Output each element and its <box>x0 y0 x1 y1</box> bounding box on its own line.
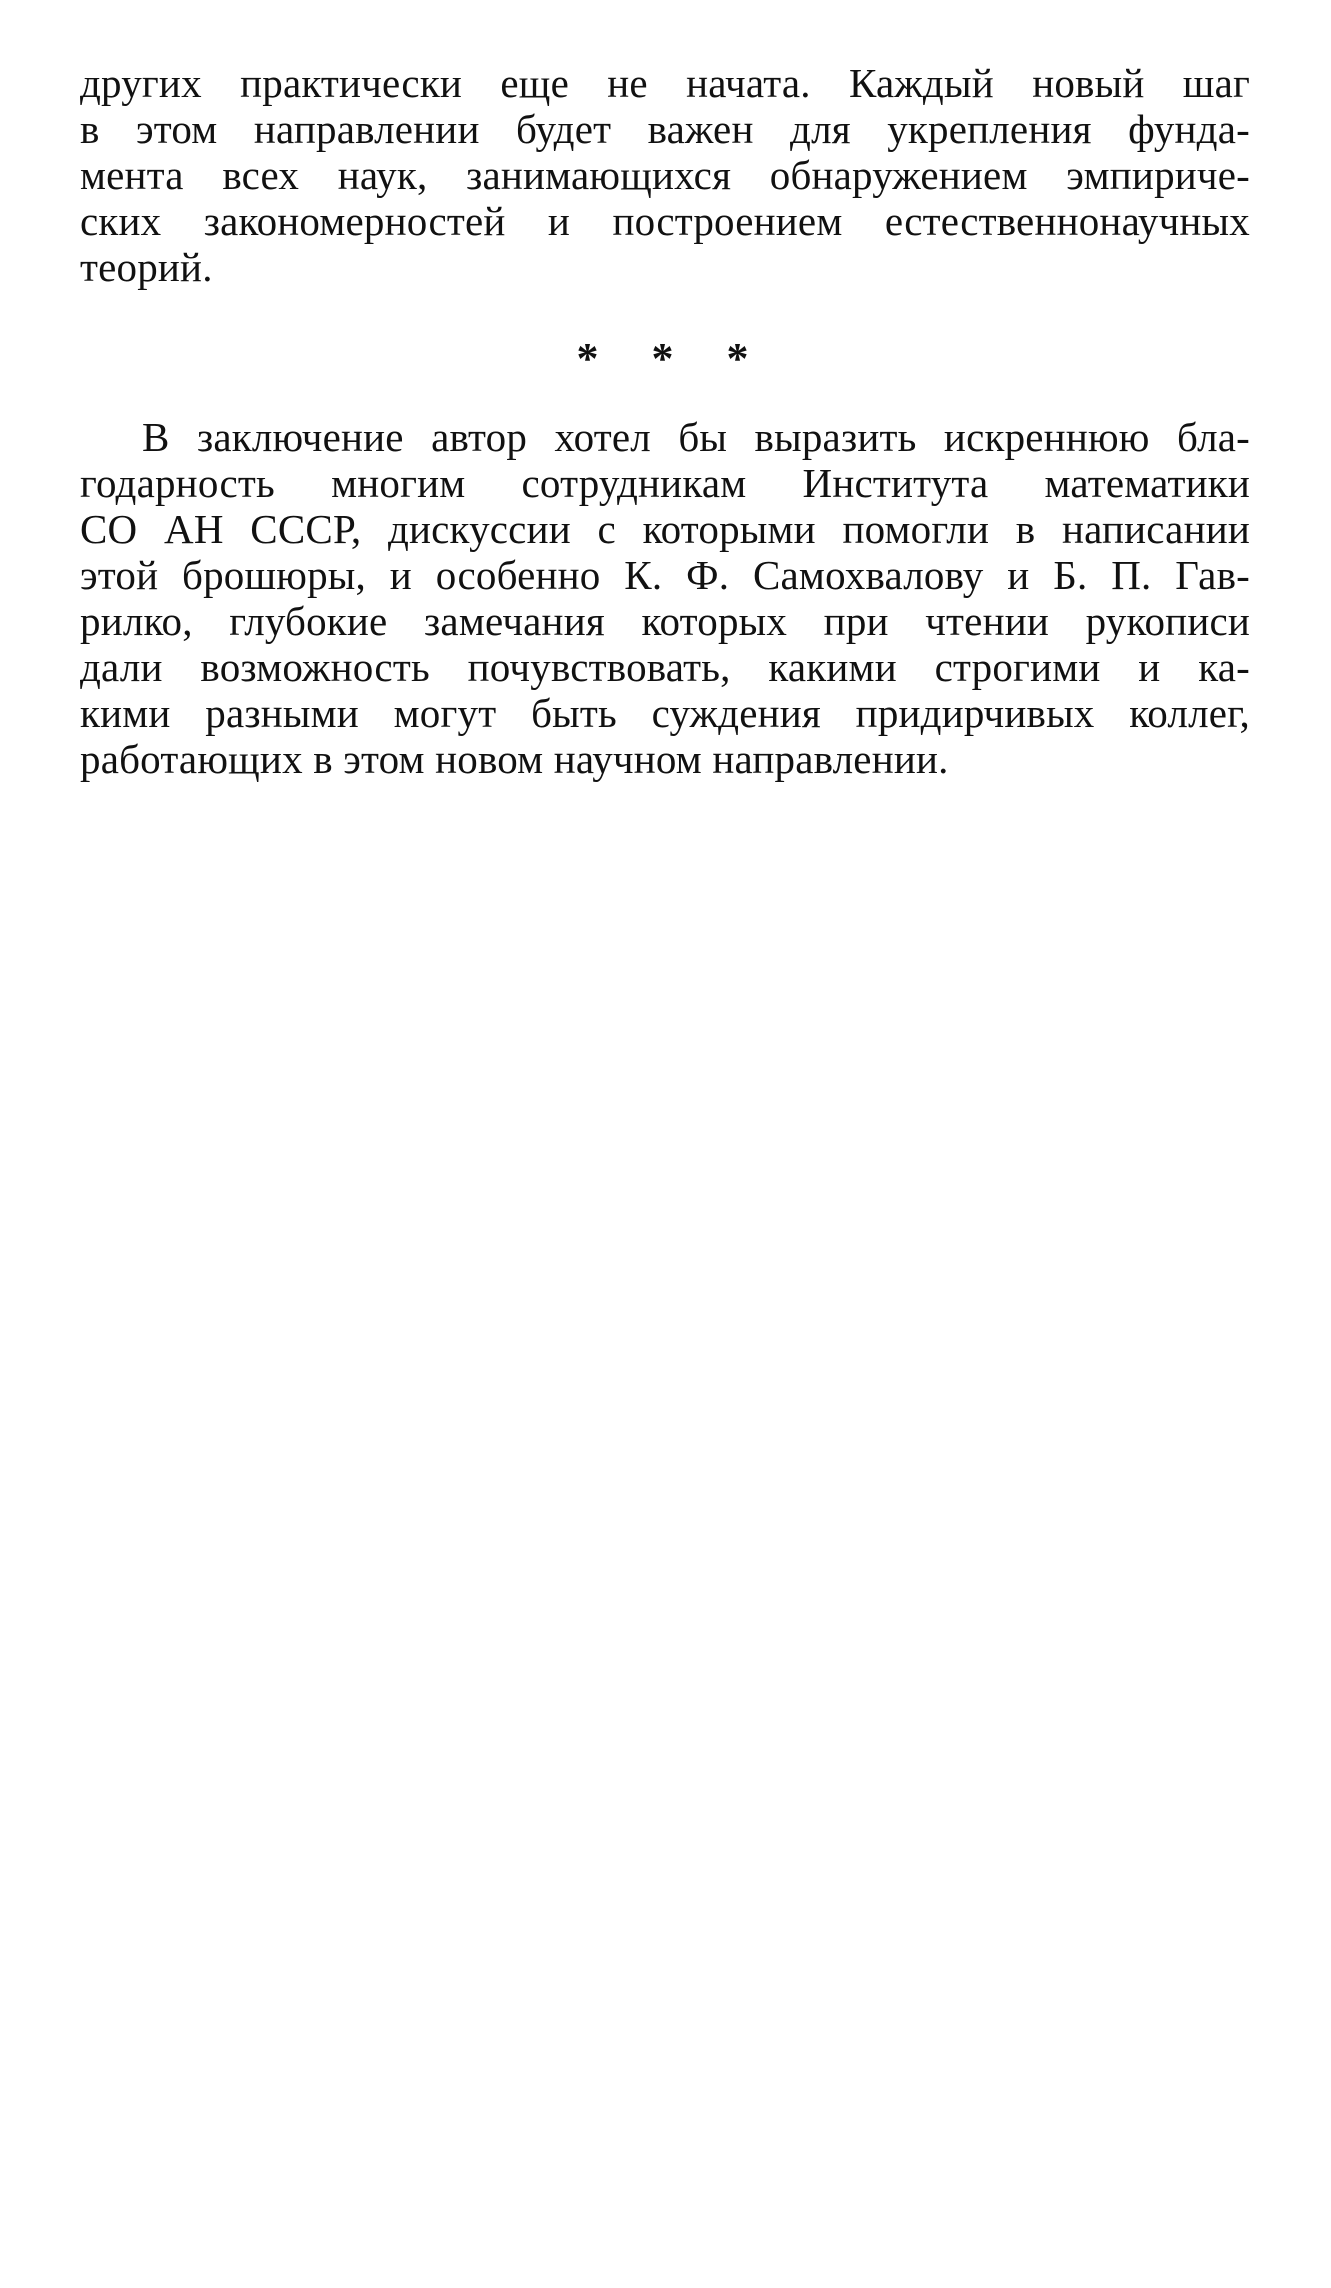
paragraph-continuation <box>80 60 1250 290</box>
text-line: теорий. <box>80 244 213 290</box>
text-line: мента всех наук, занимающихся обнаружением эмпириче- <box>80 152 1250 198</box>
text-line: годарность многим сотрудникам Института математики <box>80 460 1250 506</box>
text-line: этой брошюры, и особенно К. Ф. Самохвалову и Б. П. Гав- <box>80 552 1250 598</box>
text-line: в этом направлении будет важен для укрепления фунда- <box>80 106 1250 152</box>
text-line: других практически еще не начата. Каждый новый шаг <box>80 60 1250 106</box>
text-line: рилко, глубокие замечания которых при чтении рукописи <box>80 598 1250 644</box>
text-line: кими разными могут быть суждения придирчивых коллег, <box>80 690 1250 736</box>
text-line: работающих в этом новом научном направлении. <box>80 736 949 782</box>
section-separator: * * * <box>576 334 755 383</box>
paragraph-acknowledgement <box>80 414 1250 782</box>
text-line: В заключение автор хотел бы выразить искреннюю бла- <box>142 414 1250 460</box>
text-line: дали возможность почувствовать, какими строгими и ка- <box>80 644 1250 690</box>
text-line: ских закономерностей и построением естественнонаучных <box>80 198 1250 244</box>
text-line: СО АН СССР, дискуссии с которыми помогли в написании <box>80 506 1250 552</box>
